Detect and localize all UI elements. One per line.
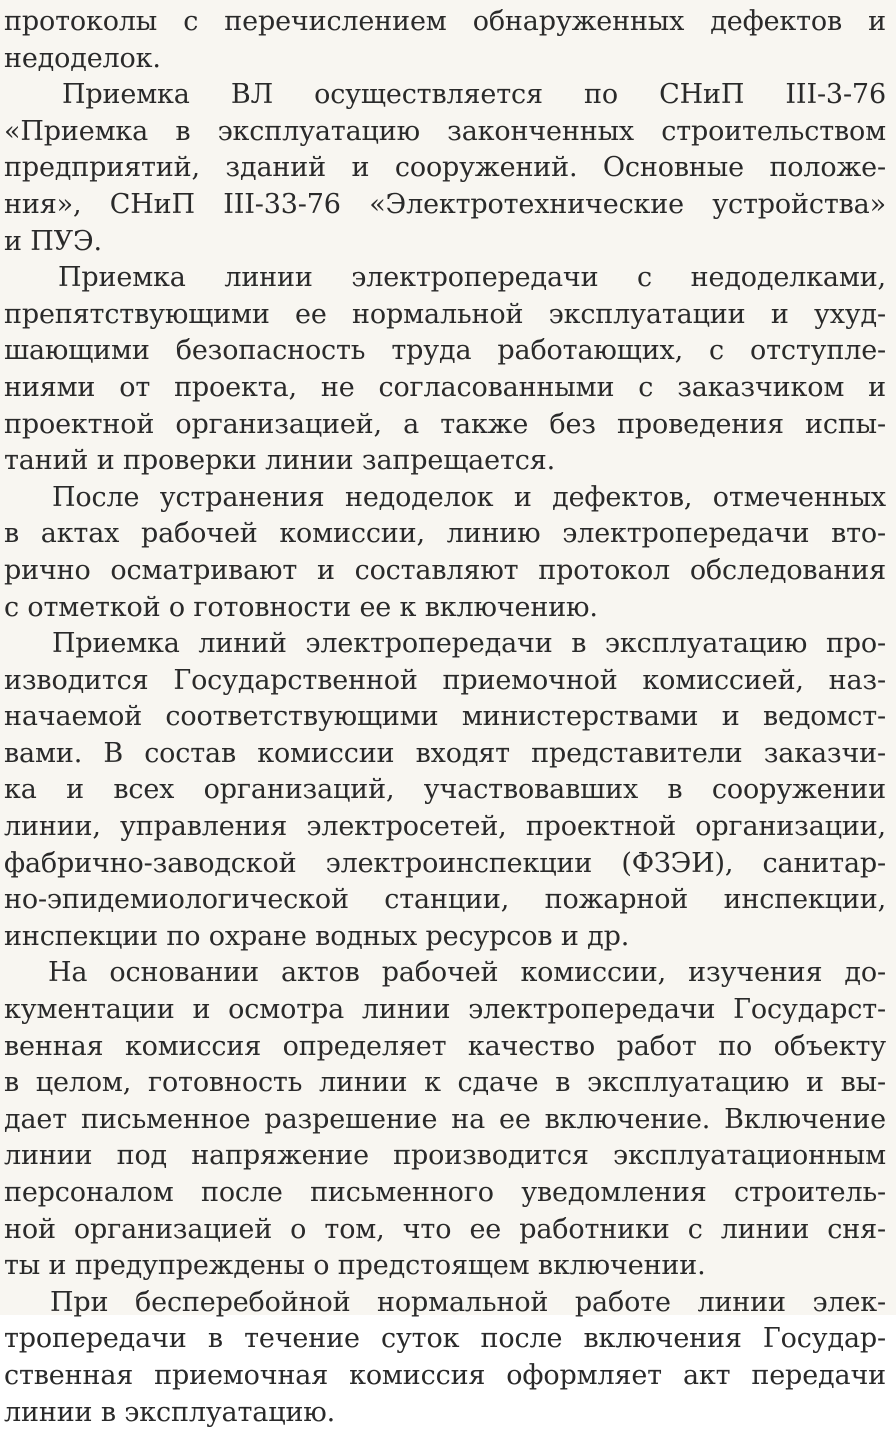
text-line: персоналом после письменного уведомления строитель- xyxy=(4,1177,886,1208)
text-line: рично осматривают и составляют протокол обследования xyxy=(4,554,886,586)
text-line: шающими безопасность труда работающих, с отступле- xyxy=(4,335,886,367)
text-line: с отметкой о готовности ее к включению. xyxy=(4,591,598,623)
text-line: После устранения недоделок и дефектов, отмеченных xyxy=(52,481,886,513)
text-line: изводится Государственной приемочной комиссией, наз- xyxy=(4,664,886,696)
text-line: Приемка ВЛ осуществляется по СНиП III-3-76 xyxy=(62,79,886,111)
paragraph-1 xyxy=(4,4,886,77)
text-line: ния», СНиП III-33-76 «Электротехнические устройства» xyxy=(4,188,886,220)
text-line: ка и всех организаций, участвовавших в сооружении xyxy=(4,774,886,806)
text-line: недоделок. xyxy=(4,42,161,74)
text-line: фабрично-заводской электроинспекции (ФЗЭИ), санитар- xyxy=(4,847,886,879)
text-line: но-эпидемиологической станции, пожарной инспекции, xyxy=(4,884,886,916)
paragraph-6 xyxy=(4,955,886,1284)
paragraph-5 xyxy=(4,626,886,955)
text-line: в актах рабочей комиссии, линию электропередачи вто- xyxy=(4,518,886,550)
text-line: тропередачи в течение суток после включения Государ- xyxy=(4,1323,886,1355)
text-line: ниями от проекта, не согласованными с заказчиком и xyxy=(4,371,886,403)
text-line: При бесперебойной нормальной работе линии элек- xyxy=(50,1286,886,1318)
text-line: и ПУЭ. xyxy=(4,225,102,257)
paragraph-4 xyxy=(4,480,886,626)
text-line: кументации и осмотра линии электропередачи Государст- xyxy=(4,994,886,1026)
text-line: таний и проверки линии запрещается. xyxy=(4,445,556,477)
text-line: линии, управления электросетей, проектной организации, xyxy=(4,811,886,843)
text-line: препятствующими ее нормальной эксплуатации и ухуд- xyxy=(4,298,886,330)
paragraph-3 xyxy=(4,260,886,480)
text-line: На основании актов рабочей комиссии, изучения до- xyxy=(48,957,886,989)
text-line: ной организацией о том, что ее работники с линии сня- xyxy=(4,1213,886,1245)
text-line: в целом, готовность линии к сдаче в эксплуатацию и вы- xyxy=(4,1067,886,1099)
text-line: Приемка линий электропередачи в эксплуатацию про- xyxy=(52,628,886,660)
text-line: дает письменное разрешение на ее включение. Включение xyxy=(4,1103,886,1135)
paragraph-2 xyxy=(4,77,886,260)
text-line: проектной организацией, а также без проведения испы- xyxy=(4,408,886,440)
text-line: Приемка линии электропередачи с недоделками, xyxy=(58,262,886,294)
text-line: «Приемка в эксплуатацию законченных строительством xyxy=(4,115,886,147)
text-line: предприятий, зданий и сооружений. Основные положе- xyxy=(4,152,886,184)
text-line: начаемой соответствующими министерствами и ведомст- xyxy=(4,701,886,733)
text-column xyxy=(4,4,886,1431)
text-line: вами. В состав комиссии входят представители заказчи- xyxy=(4,737,886,769)
text-line: ты и предупреждены о предстоящем включении. xyxy=(4,1250,706,1282)
text-line: линии под напряжение производится эксплуатационным xyxy=(4,1140,886,1172)
text-line: протоколы с перечислением обнаруженных дефектов и xyxy=(4,6,886,37)
text-line: линии в эксплуатацию. xyxy=(4,1396,336,1428)
paragraph-7 xyxy=(4,1285,886,1431)
text-line: инспекции по охране водных ресурсов и др. xyxy=(4,920,630,952)
text-line: венная комиссия определяет качество работ по объекту xyxy=(4,1030,886,1062)
text-line: ственная приемочная комиссия оформляет акт передачи xyxy=(4,1359,886,1391)
